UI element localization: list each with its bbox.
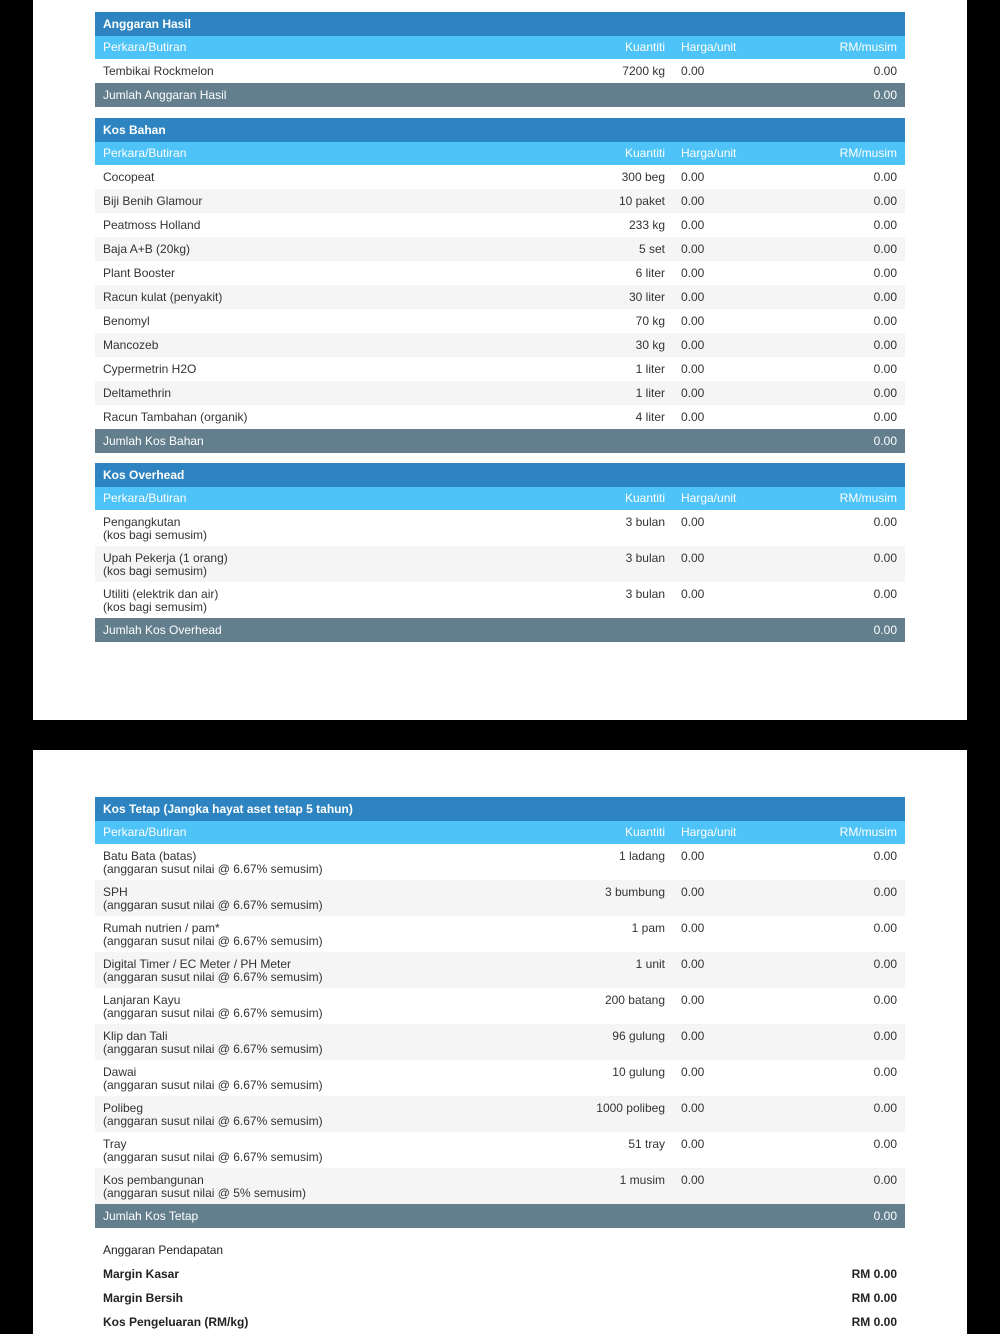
row-total: 0.00: [873, 242, 897, 256]
row-total: 0.00: [873, 551, 897, 565]
col-total-header: RM/musim: [839, 825, 897, 839]
row-item: Upah Pekerja (1 orang): [103, 551, 228, 565]
table-row: [95, 165, 905, 189]
total-label: Jumlah Kos Overhead: [103, 623, 222, 637]
row-item: Racun Tambahan (organik): [103, 410, 248, 424]
table-row: [95, 880, 905, 916]
col-total-header: RM/musim: [839, 491, 897, 505]
total-value: 0.00: [873, 1209, 897, 1223]
row-qty: 4 liter: [635, 410, 665, 424]
row-item: Cypermetrin H2O: [103, 362, 197, 376]
row-item-note: (anggaran susut nilai @ 6.67% semusim): [103, 1114, 323, 1128]
row-qty: 6 liter: [635, 266, 665, 280]
row-price: 0.00: [681, 849, 705, 863]
row-item: Batu Bata (batas): [103, 849, 197, 863]
row-item-note: (anggaran susut nilai @ 6.67% semusim): [103, 862, 323, 876]
table-row: [95, 844, 905, 880]
table-row: [95, 59, 905, 83]
report-page-2: [33, 750, 967, 1334]
row-price: 0.00: [681, 515, 705, 529]
total-value: 0.00: [873, 434, 897, 448]
table-row: [95, 510, 905, 546]
row-total: 0.00: [873, 1173, 897, 1187]
row-total: 0.00: [873, 849, 897, 863]
table-row: [95, 213, 905, 237]
row-item-note: (kos bagi semusim): [103, 600, 208, 614]
row-item-note: (anggaran susut nilai @ 6.67% semusim): [103, 970, 323, 984]
row-item: Pengangkutan: [103, 515, 181, 529]
row-price: 0.00: [681, 64, 705, 78]
row-item: Polibeg: [103, 1101, 144, 1115]
row-item: Rumah nutrien / pam*: [103, 921, 220, 935]
row-total: 0.00: [873, 170, 897, 184]
row-item: Racun kulat (penyakit): [103, 290, 223, 304]
table-row: [95, 189, 905, 213]
row-item-note: (anggaran susut nilai @ 6.67% semusim): [103, 1150, 323, 1164]
section-anggaran-hasil: [95, 12, 905, 107]
income-summary: [95, 1238, 905, 1334]
row-total: 0.00: [873, 885, 897, 899]
row-price: 0.00: [681, 551, 705, 565]
row-item: Biji Benih Glamour: [103, 194, 203, 208]
col-item-header: Perkara/Butiran: [103, 825, 187, 839]
col-price-header: Harga/unit: [681, 825, 737, 839]
row-qty: 7200 kg: [622, 64, 665, 78]
section-total-row: [95, 618, 905, 642]
row-price: 0.00: [681, 218, 705, 232]
row-price: 0.00: [681, 1101, 705, 1115]
row-total: 0.00: [873, 338, 897, 352]
col-item-header: Perkara/Butiran: [103, 491, 187, 505]
col-item-header: Perkara/Butiran: [103, 146, 187, 160]
row-price: 0.00: [681, 242, 705, 256]
row-total: 0.00: [873, 1101, 897, 1115]
row-price: 0.00: [681, 1029, 705, 1043]
table-row: [95, 1060, 905, 1096]
total-value: 0.00: [873, 623, 897, 637]
row-qty: 5 set: [638, 242, 665, 256]
row-total: 0.00: [873, 1137, 897, 1151]
table-row: [95, 988, 905, 1024]
table-row: [95, 261, 905, 285]
row-total: 0.00: [873, 587, 897, 601]
row-qty: 10 gulung: [612, 1065, 665, 1079]
row-item: Tray: [103, 1137, 127, 1151]
col-price-header: Harga/unit: [681, 40, 737, 54]
col-price-header: Harga/unit: [681, 146, 737, 160]
section-kos-tetap: [95, 797, 905, 1228]
row-price: 0.00: [681, 957, 705, 971]
table-row: [95, 1024, 905, 1060]
row-qty: 1 pam: [631, 921, 665, 935]
summary-label: Margin Bersih: [103, 1291, 184, 1305]
row-total: 0.00: [873, 218, 897, 232]
col-qty-header: Kuantiti: [624, 40, 665, 54]
table-row: [95, 237, 905, 261]
row-total: 0.00: [873, 386, 897, 400]
row-item: Dawai: [103, 1065, 137, 1079]
col-qty-header: Kuantiti: [624, 491, 665, 505]
row-qty: 200 batang: [604, 993, 665, 1007]
row-qty: 1 liter: [635, 386, 665, 400]
section-total-row: [95, 429, 905, 453]
row-total: 0.00: [873, 314, 897, 328]
row-item: Plant Booster: [103, 266, 176, 280]
row-price: 0.00: [681, 290, 705, 304]
section-total-row: [95, 1204, 905, 1228]
section-title: Kos Overhead: [95, 463, 905, 487]
table-row: [95, 952, 905, 988]
row-item: Digital Timer / EC Meter / PH Meter: [103, 957, 292, 971]
row-qty: 1 liter: [635, 362, 665, 376]
summary-value: RM 0.00: [851, 1291, 897, 1305]
table-header: [95, 142, 905, 165]
table-header: [95, 487, 905, 510]
section-title: Kos Bahan: [95, 118, 905, 142]
summary-label: Margin Kasar: [103, 1267, 180, 1281]
section-total-row: [95, 83, 905, 107]
summary-label: Kos Pengeluaran (RM/kg): [103, 1315, 249, 1329]
total-value: 0.00: [873, 88, 897, 102]
table-row: [95, 357, 905, 381]
col-qty-header: Kuantiti: [624, 825, 665, 839]
col-price-header: Harga/unit: [681, 491, 737, 505]
row-total: 0.00: [873, 410, 897, 424]
row-price: 0.00: [681, 1137, 705, 1151]
row-qty: 300 beg: [621, 170, 665, 184]
row-total: 0.00: [873, 921, 897, 935]
row-total: 0.00: [873, 515, 897, 529]
section-title: Anggaran Hasil: [95, 12, 905, 36]
section-kos-bahan: [95, 118, 905, 453]
table-row: [95, 405, 905, 429]
row-qty: 1 musim: [619, 1173, 665, 1187]
row-qty: 30 kg: [635, 338, 665, 352]
row-item-note: (anggaran susut nilai @ 6.67% semusim): [103, 1078, 323, 1092]
row-item-note: (anggaran susut nilai @ 6.67% semusim): [103, 1042, 323, 1056]
row-total: 0.00: [873, 290, 897, 304]
summary-row: [95, 1310, 905, 1334]
row-qty: 233 kg: [628, 218, 665, 232]
col-total-header: RM/musim: [839, 40, 897, 54]
row-item: Benomyl: [103, 314, 150, 328]
row-item: Kos pembangunan: [103, 1173, 204, 1187]
row-price: 0.00: [681, 338, 705, 352]
row-qty: 3 bulan: [625, 515, 665, 529]
table-row: [95, 1132, 905, 1168]
row-qty: 96 gulung: [612, 1029, 665, 1043]
row-item: Lanjaran Kayu: [103, 993, 181, 1007]
row-total: 0.00: [873, 194, 897, 208]
row-total: 0.00: [873, 993, 897, 1007]
row-item-note: (kos bagi semusim): [103, 564, 208, 578]
row-price: 0.00: [681, 266, 705, 280]
table-row: [95, 546, 905, 582]
row-item: SPH: [103, 885, 128, 899]
total-label: Jumlah Anggaran Hasil: [103, 88, 227, 102]
row-item: Peatmoss Holland: [103, 218, 201, 232]
col-qty-header: Kuantiti: [624, 146, 665, 160]
table-row: [95, 309, 905, 333]
row-price: 0.00: [681, 885, 705, 899]
col-total-header: RM/musim: [839, 146, 897, 160]
row-price: 0.00: [681, 314, 705, 328]
row-qty: 1 unit: [635, 957, 665, 971]
table-header: [95, 821, 905, 844]
row-price: 0.00: [681, 1065, 705, 1079]
table-row: [95, 333, 905, 357]
row-price: 0.00: [681, 170, 705, 184]
row-item: Deltamethrin: [103, 386, 172, 400]
row-qty: 51 tray: [628, 1137, 665, 1151]
row-qty: 1000 polibeg: [596, 1101, 665, 1115]
row-price: 0.00: [681, 194, 705, 208]
row-item: Utiliti (elektrik dan air): [103, 587, 219, 601]
summary-value: RM 0.00: [851, 1315, 897, 1329]
summary-heading-row: [95, 1238, 905, 1262]
row-item-note: (anggaran susut nilai @ 6.67% semusim): [103, 1006, 323, 1020]
table-row: [95, 916, 905, 952]
row-qty: 1 ladang: [618, 849, 665, 863]
row-qty: 3 bumbung: [604, 885, 665, 899]
table-row: [95, 285, 905, 309]
row-item-note: (kos bagi semusim): [103, 528, 208, 542]
table-row: [95, 1168, 905, 1204]
row-total: 0.00: [873, 64, 897, 78]
row-price: 0.00: [681, 1173, 705, 1187]
summary-row: [95, 1286, 905, 1310]
summary-heading: Anggaran Pendapatan: [103, 1243, 224, 1257]
row-total: 0.00: [873, 957, 897, 971]
row-item-note: (anggaran susut nilai @ 6.67% semusim): [103, 934, 323, 948]
row-total: 0.00: [873, 1029, 897, 1043]
row-qty: 70 kg: [635, 314, 665, 328]
row-qty: 10 paket: [618, 194, 665, 208]
row-price: 0.00: [681, 993, 705, 1007]
row-price: 0.00: [681, 587, 705, 601]
summary-value: RM 0.00: [851, 1267, 897, 1281]
col-item-header: Perkara/Butiran: [103, 40, 187, 54]
table-row: [95, 381, 905, 405]
summary-row: [95, 1262, 905, 1286]
row-price: 0.00: [681, 386, 705, 400]
row-item: Cocopeat: [103, 170, 155, 184]
row-qty: 30 liter: [628, 290, 665, 304]
row-item: Baja A+B (20kg): [103, 242, 191, 256]
row-item: Klip dan Tali: [103, 1029, 168, 1043]
row-item-note: (anggaran susut nilai @ 6.67% semusim): [103, 898, 323, 912]
section-title: Kos Tetap (Jangka hayat aset tetap 5 tahun): [95, 797, 905, 821]
row-total: 0.00: [873, 362, 897, 376]
total-label: Jumlah Kos Bahan: [103, 434, 204, 448]
row-total: 0.00: [873, 1065, 897, 1079]
row-qty: 3 bulan: [625, 587, 665, 601]
table-row: [95, 1096, 905, 1132]
row-price: 0.00: [681, 921, 705, 935]
row-price: 0.00: [681, 410, 705, 424]
total-label: Jumlah Kos Tetap: [103, 1209, 199, 1223]
row-item: Tembikai Rockmelon: [103, 64, 214, 78]
table-row: [95, 582, 905, 618]
section-kos-overhead: [95, 463, 905, 642]
row-item: Mancozeb: [103, 338, 159, 352]
row-total: 0.00: [873, 266, 897, 280]
row-price: 0.00: [681, 362, 705, 376]
table-header: [95, 36, 905, 59]
report-page-1: [33, 0, 967, 720]
row-qty: 3 bulan: [625, 551, 665, 565]
row-item-note: (anggaran susut nilai @ 5% semusim): [103, 1186, 306, 1200]
